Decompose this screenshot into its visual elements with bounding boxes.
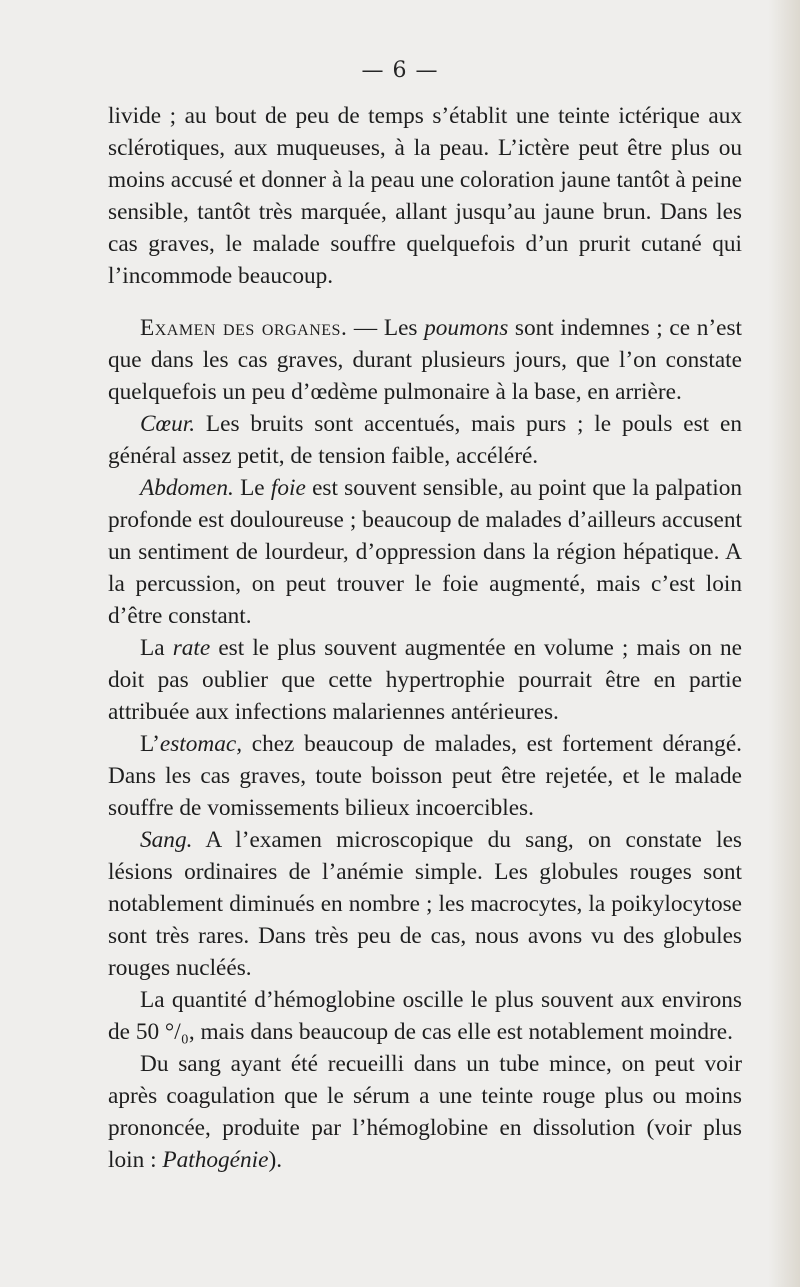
paragraph-text: chez beaucoup de malades, est fortement dérangé. Dans les cas graves, toute boisson peut être rejetée, et le malade souffre de vomissements bilieux incoercibles.: [108, 731, 742, 821]
prefix-text: L’: [140, 731, 160, 757]
paragraph-abdomen: [108, 472, 742, 632]
term-coeur: Cœur.: [140, 411, 196, 437]
paragraph-examen: [108, 312, 742, 408]
section-heading: Examen des organes.: [140, 315, 348, 341]
paragraph-text: sont indemnes ; ce n’est que dans les cas graves, durant plusieurs jours, que l’on constate quelquefois un peu d’œdème pulmonaire à la base, en arrière.: [108, 315, 742, 405]
paragraph-text: La quantité d’hémoglobine oscille le plus souvent aux environs de 50 °/₀, mais dans beaucoup de cas elle est notablement moindre.: [108, 987, 742, 1045]
prefix-text: La: [140, 635, 173, 661]
dash-text: — Les: [347, 315, 425, 341]
paragraph-rate: [108, 632, 742, 728]
paragraph-text: livide ; au bout de peu de temps s’établit une teinte ictérique aux sclérotiques, aux muqueuses, à la peau. L’ictère peut être plus ou moins accusé et donner à la peau une coloration jaune tantôt à peine sensible, tantôt très marquée, allant jusqu’au jaune brun. Dans les cas graves, le malade souffre quelquefois d’un prurit cutané qui l’incommode beaucoup.: [108, 103, 742, 289]
paragraph-icterus: [108, 100, 742, 292]
term-estomac: estomac,: [159, 731, 243, 757]
paragraph-text: est le plus souvent augmentée en volume ; mais on ne doit pas oublier que cette hypertrophie pourrait être en partie attribuée aux infections malariennes antérieures.: [108, 635, 742, 725]
paragraph-text: Les bruits sont accentués, mais purs ; le pouls est en général assez petit, de tension faible, accéléré.: [108, 411, 742, 469]
term-pathogenie: Pathogénie: [162, 1147, 269, 1173]
paragraph-coeur: [108, 408, 742, 472]
paragraph-text: est souvent sensible, au point que la palpation profonde est douloureuse ; beaucoup de malades d’ailleurs accusent un sentiment de lourdeur, d’oppression dans la région hépatique. A la percussion, on peut trouver le foie augmenté, mais c’est loin d’être constant.: [108, 475, 742, 629]
term-rate: rate: [172, 635, 211, 661]
paragraph-coagulation: [108, 1048, 742, 1176]
page-number: — 6 —: [361, 58, 439, 83]
term-sang: Sang.: [140, 827, 193, 853]
term-poumons: poumons: [424, 315, 509, 341]
term-foie: foie: [270, 475, 306, 501]
body-text: [108, 100, 742, 1176]
paragraph-estomac: [108, 728, 742, 824]
paragraph-hemoglobine: [108, 984, 742, 1048]
connector-text: Le: [233, 475, 271, 501]
paragraph-text: Du sang ayant été recueilli dans un tube mince, on peut voir après coagulation que le sérum a une teinte rouge plus ou moins prononcée, produite par l’hémoglobine en dissolution (voir plus loin :: [108, 1051, 742, 1173]
term-abdomen: Abdomen.: [140, 475, 234, 501]
paragraph-text: A l’examen microscopique du sang, on constate les lésions ordinaires de l’anémie simple. Les globules rouges sont notablement diminués en nombre ; les macrocytes, la poikylocytose sont très rares. Dans très peu de cas, nous avons vu des globules rouges nucléés.: [108, 827, 742, 981]
closing-text: ).: [268, 1147, 283, 1173]
paragraph-sang: [108, 824, 742, 984]
